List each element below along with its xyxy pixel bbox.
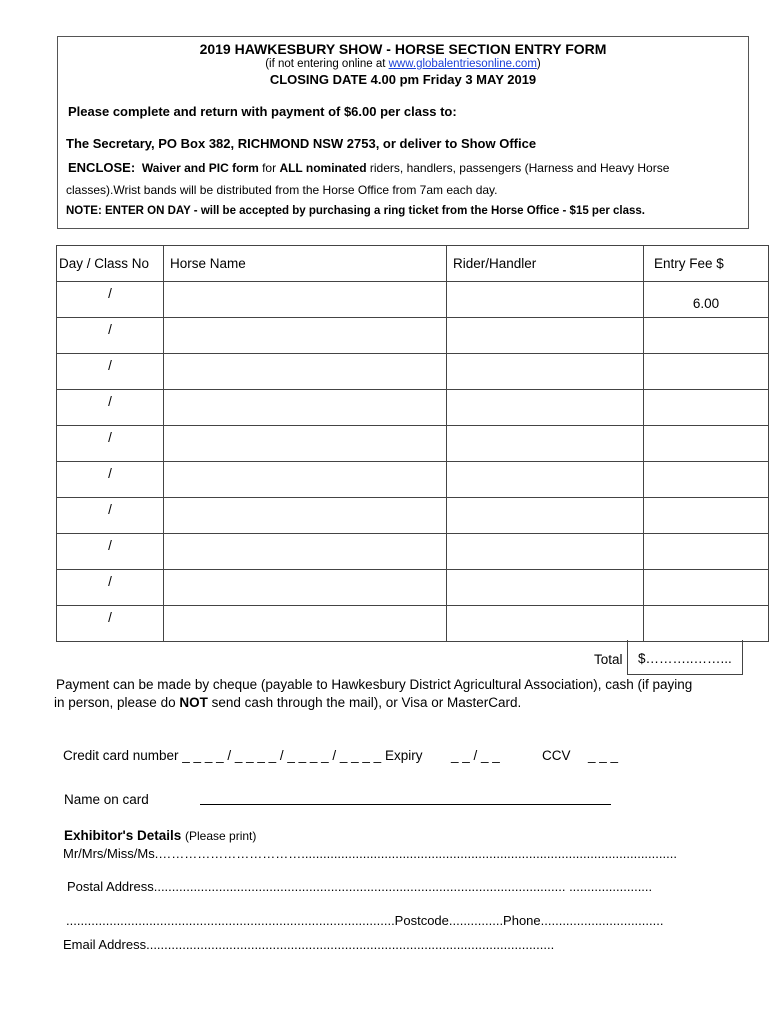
enclose-line: ENCLOSE: Waiver and PIC form for ALL nominated riders, handlers, passengers (Harness and Heavy Horse — [68, 160, 670, 175]
day-class-cell[interactable]: / — [57, 606, 164, 642]
table-row — [57, 318, 769, 354]
horse-name-cell[interactable] — [164, 498, 447, 534]
entry-fee-cell[interactable] — [644, 498, 769, 534]
rider-handler-cell[interactable] — [447, 390, 644, 426]
entry-table — [56, 245, 769, 642]
rider-handler-cell[interactable] — [447, 498, 644, 534]
form-title: 2019 HAWKESBURY SHOW - HORSE SECTION ENTRY FORM — [199, 41, 607, 57]
header-entry-fee: Entry Fee $ — [644, 246, 769, 282]
rider-handler-cell[interactable] — [447, 426, 644, 462]
rider-handler-cell[interactable] — [447, 354, 644, 390]
day-class-cell[interactable]: / — [57, 570, 164, 606]
form-header — [57, 36, 749, 229]
entry-fee-cell[interactable] — [644, 462, 769, 498]
total-label: Total — [594, 652, 623, 667]
rider-handler-cell[interactable] — [447, 282, 644, 318]
exhibitor-details-heading: Exhibitor's Details (Please print) — [64, 828, 257, 843]
day-class-cell[interactable]: / — [57, 354, 164, 390]
rider-handler-cell[interactable] — [447, 570, 644, 606]
rider-handler-cell[interactable] — [447, 606, 644, 642]
horse-name-cell[interactable] — [164, 390, 447, 426]
address-postcode-phone-field[interactable]: ...........................................................................................Postcode...............Phone.................................. — [66, 913, 664, 928]
table-row — [57, 390, 769, 426]
day-class-cell[interactable]: / — [57, 498, 164, 534]
day-class-cell[interactable]: / — [57, 426, 164, 462]
total-box[interactable] — [627, 640, 743, 675]
day-class-cell[interactable]: / — [57, 318, 164, 354]
table-row — [57, 606, 769, 642]
payment-note-line2: in person, please do NOT send cash through the mail), or Visa or MasterCard. — [54, 695, 522, 710]
entry-fee-cell[interactable] — [644, 390, 769, 426]
online-entry-link[interactable]: www.globalentriesonline.com — [388, 58, 537, 70]
entry-fee-cell[interactable] — [644, 570, 769, 606]
rider-handler-cell[interactable] — [447, 462, 644, 498]
entry-fee-cell[interactable] — [644, 426, 769, 462]
entry-fee-cell[interactable] — [644, 354, 769, 390]
table-row — [57, 534, 769, 570]
day-class-cell[interactable]: / — [57, 390, 164, 426]
table-row — [57, 354, 769, 390]
rider-handler-cell[interactable] — [447, 534, 644, 570]
name-on-card-field[interactable] — [200, 804, 611, 805]
horse-name-cell[interactable] — [164, 462, 447, 498]
exhibitor-name-field[interactable]: Mr/Mrs/Miss/Ms.……………………………........................................................................................................ — [63, 846, 677, 861]
horse-name-cell[interactable] — [164, 534, 447, 570]
secretary-address: The Secretary, PO Box 382, RICHMOND NSW 2753, or deliver to Show Office — [66, 136, 537, 151]
day-class-cell[interactable]: / — [57, 282, 164, 318]
day-class-cell[interactable]: / — [57, 462, 164, 498]
horse-name-cell[interactable] — [164, 606, 447, 642]
table-row — [57, 498, 769, 534]
name-on-card-label: Name on card — [64, 792, 149, 807]
day-class-cell[interactable]: / — [57, 534, 164, 570]
horse-name-cell[interactable] — [164, 282, 447, 318]
table-row — [57, 426, 769, 462]
horse-name-cell[interactable] — [164, 354, 447, 390]
ccv-field[interactable]: _ _ _ — [588, 748, 619, 763]
postal-address-field[interactable]: Postal Address.................................................................................................................. ....................... — [67, 879, 653, 894]
table-row — [57, 462, 769, 498]
ccv-label: CCV — [542, 748, 571, 763]
horse-name-cell[interactable] — [164, 426, 447, 462]
total-value: $………..……... — [638, 651, 732, 666]
table-row — [57, 282, 769, 318]
header-day-class: Day / Class No — [57, 246, 164, 282]
header-rider-handler: Rider/Handler — [447, 246, 644, 282]
horse-name-cell[interactable] — [164, 318, 447, 354]
closing-date: CLOSING DATE 4.00 pm Friday 3 MAY 2019 — [269, 72, 537, 87]
table-row — [57, 570, 769, 606]
header-horse-name: Horse Name — [164, 246, 447, 282]
online-entry-note: (if not entering online at www.globalentriesonline.com) — [265, 58, 541, 70]
entry-fee-cell[interactable] — [644, 534, 769, 570]
email-address-field[interactable]: Email Address................................................................................................................. — [63, 937, 555, 952]
entry-fee-cell[interactable] — [644, 318, 769, 354]
horse-name-cell[interactable] — [164, 570, 447, 606]
credit-card-number-field[interactable]: Credit card number _ _ _ _ / _ _ _ _ / _ _ _ _ / _ _ _ _ Expiry — [63, 748, 423, 763]
wristband-note: classes).Wrist bands will be distributed from the Horse Office from 7am each day. — [66, 183, 498, 197]
table-header-row — [57, 246, 769, 282]
rider-handler-cell[interactable] — [447, 318, 644, 354]
payment-instruction: Please complete and return with payment of $6.00 per class to: — [68, 104, 457, 119]
payment-note-line1: Payment can be made by cheque (payable to Hawkesbury District Agricultural Association), cash (if paying — [56, 677, 693, 692]
expiry-field[interactable]: _ _ / _ _ — [451, 748, 500, 763]
entry-fee-cell[interactable]: 6.00 — [644, 282, 769, 318]
enter-on-day-note: NOTE: ENTER ON DAY - will be accepted by purchasing a ring ticket from the Horse Office - $15 per class. — [66, 205, 645, 217]
entry-fee-cell[interactable] — [644, 606, 769, 642]
